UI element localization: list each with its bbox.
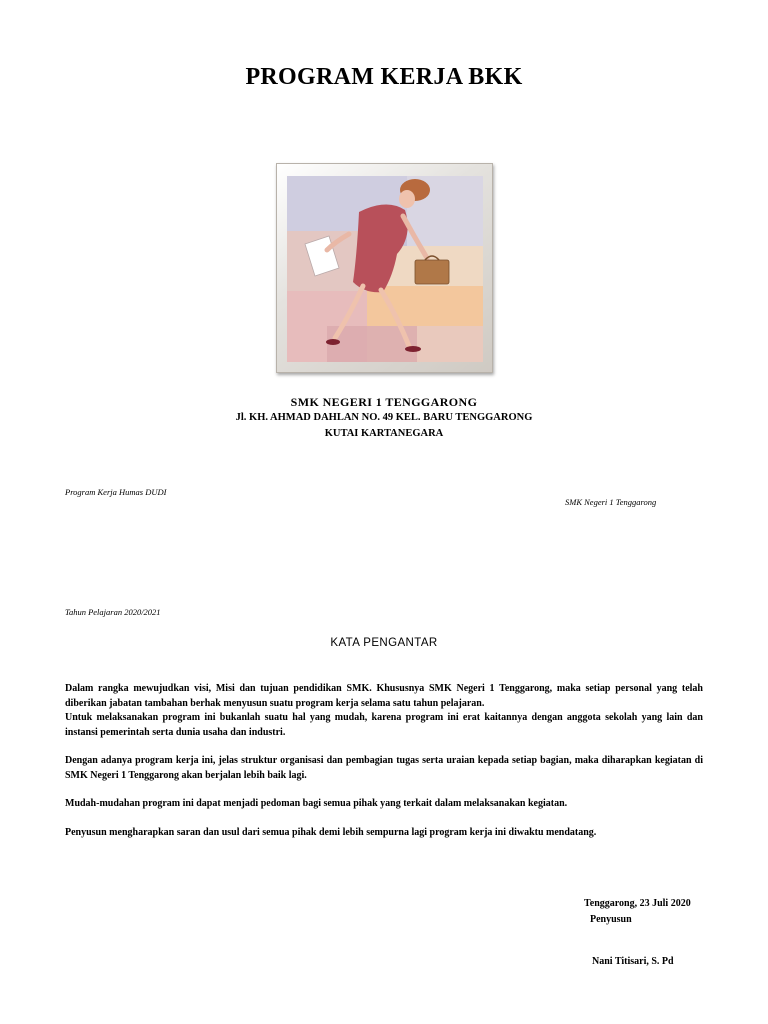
paragraph-1: Dalam rangka mewujudkan visi, Misi dan tujuan pendidikan SMK. Khususnya SMK Negeri 1 Tenggarong, maka setiap personal yang telah diberikan jabatan tambahan berhak menyusun suatu program kerja selama satu tahun pelajaran.: [65, 683, 703, 709]
school-address: Jl. KH. AHMAD DAHLAN NO. 49 KEL. BARU TENGGARONG: [235, 412, 533, 423]
school-regency: KUTAI KARTANEGARA: [324, 428, 444, 439]
year-label: Tahun Pelajaran 2020/2021: [65, 607, 161, 617]
school-label: SMK Negeri 1 Tenggarong: [565, 497, 657, 507]
signature-role: Penyusun: [590, 914, 632, 925]
clipart-businesswoman-image: [276, 163, 493, 373]
signature-place-date: Tenggarong, 23 Juli 2020: [584, 898, 691, 909]
paragraph-3: Dengan adanya program kerja ini, jelas struktur organisasi dan pembagian tugas serta uraian kepada setiap bagian, maka diharapkan kegiatan di SMK Negeri 1 Tenggarong akan berjalan lebih baik lagi.: [65, 755, 703, 781]
signature-name: Nani Titisari, S. Pd: [592, 956, 674, 967]
paragraph-4: Mudah-mudahan program ini dapat menjadi pedoman bagi semua pihak yang terkait dalam melaksanakan kegiatan.: [65, 798, 568, 809]
paragraph-2: Untuk melaksanakan program ini bukanlah suatu hal yang mudah, karena program ini erat kaitannya dengan anggota sekolah yang lain dan instansi pemerintah serta dunia usaha dan industri.: [65, 712, 703, 738]
school-name: SMK NEGERI 1 TENGGARONG: [290, 395, 478, 409]
document-title: PROGRAM KERJA BKK: [245, 64, 523, 90]
paragraph-5: Penyusun mengharapkan saran dan usul dari semua pihak demi lebih sempurna lagi program kerja ini diwaktu mendatang.: [65, 827, 597, 838]
businesswoman-illustration: [287, 176, 483, 362]
section-title: KATA PENGANTAR: [330, 637, 438, 649]
program-label: Program Kerja Humas DUDI: [65, 487, 167, 497]
